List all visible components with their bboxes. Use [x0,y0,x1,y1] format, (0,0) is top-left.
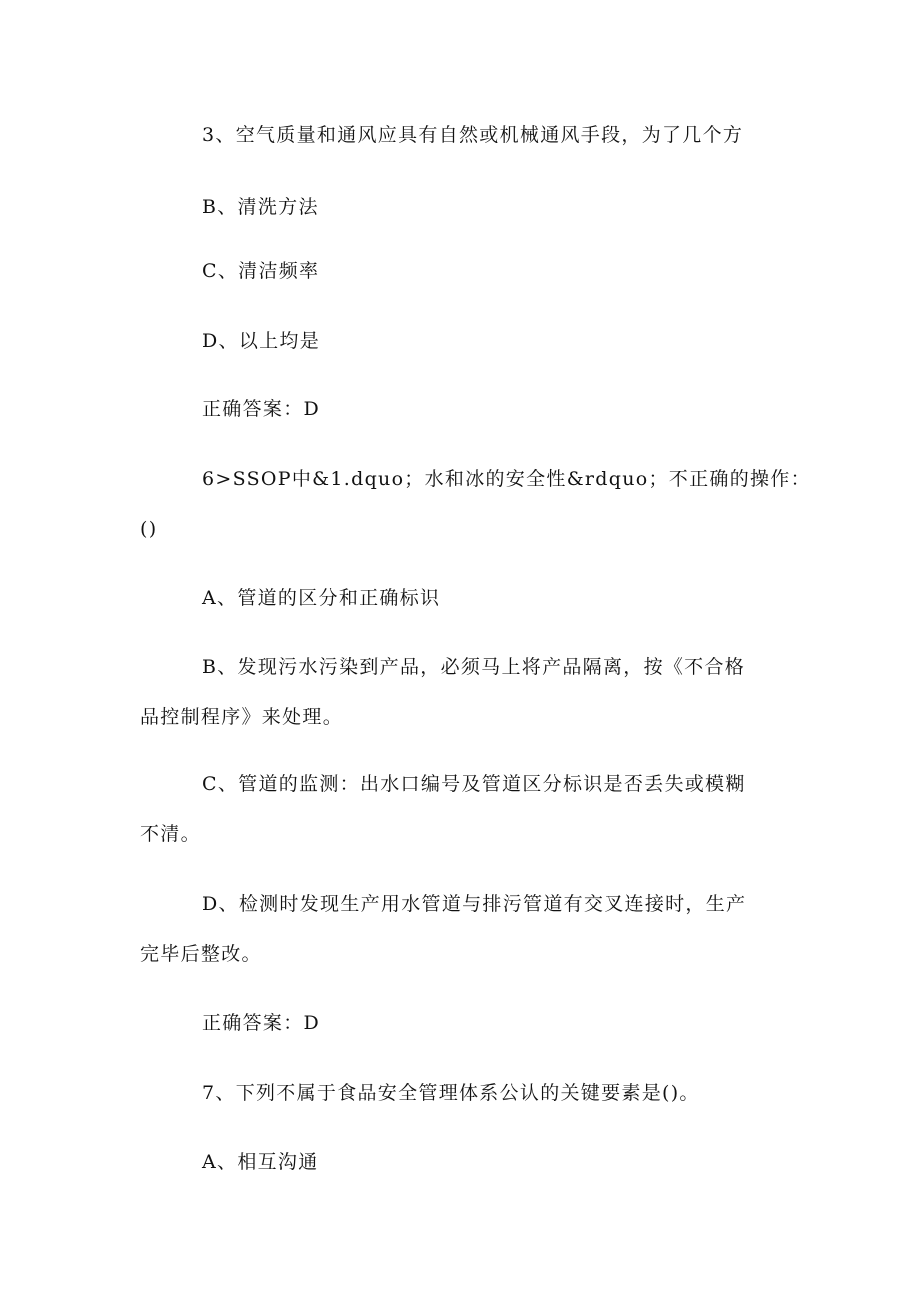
question-7-stem: 7、下列不属于食品安全管理体系公认的关键要素是()。 [202,1082,700,1104]
option-b-line: B、清洗方法 [202,196,319,218]
option-a-line: A、相互沟通 [202,1151,319,1173]
answer-line: 正确答案：D [202,398,321,420]
option-d-continuation: 完毕后整改。 [140,943,262,965]
answer-line: 正确答案：D [202,1012,321,1034]
question-3-stem: 3、空气质量和通风应具有自然或机械通风手段，为了几个方 [202,124,744,146]
option-d-line: D、以上均是 [202,330,321,352]
question-6-blank: () [140,518,158,540]
option-c-line: C、管道的监测：出水口编号及管道区分标识是否丢失或模糊 [202,773,746,795]
option-b-continuation: 品控制程序》来处理。 [140,706,344,728]
option-b-line: B、发现污水污染到产品，必须马上将产品隔离，按《不合格 [202,656,746,678]
option-d-line: D、检测时发现生产用水管道与排污管道有交叉连接时，生产 [202,893,747,915]
option-c-continuation: 不清。 [140,823,201,845]
option-a-line: A、管道的区分和正确标识 [202,587,441,609]
option-c-line: C、清洁频率 [202,260,320,282]
question-6-stem: 6>SSOP中&1.dquo；水和冰的安全性&rdquo；不正确的操作： [202,468,811,490]
